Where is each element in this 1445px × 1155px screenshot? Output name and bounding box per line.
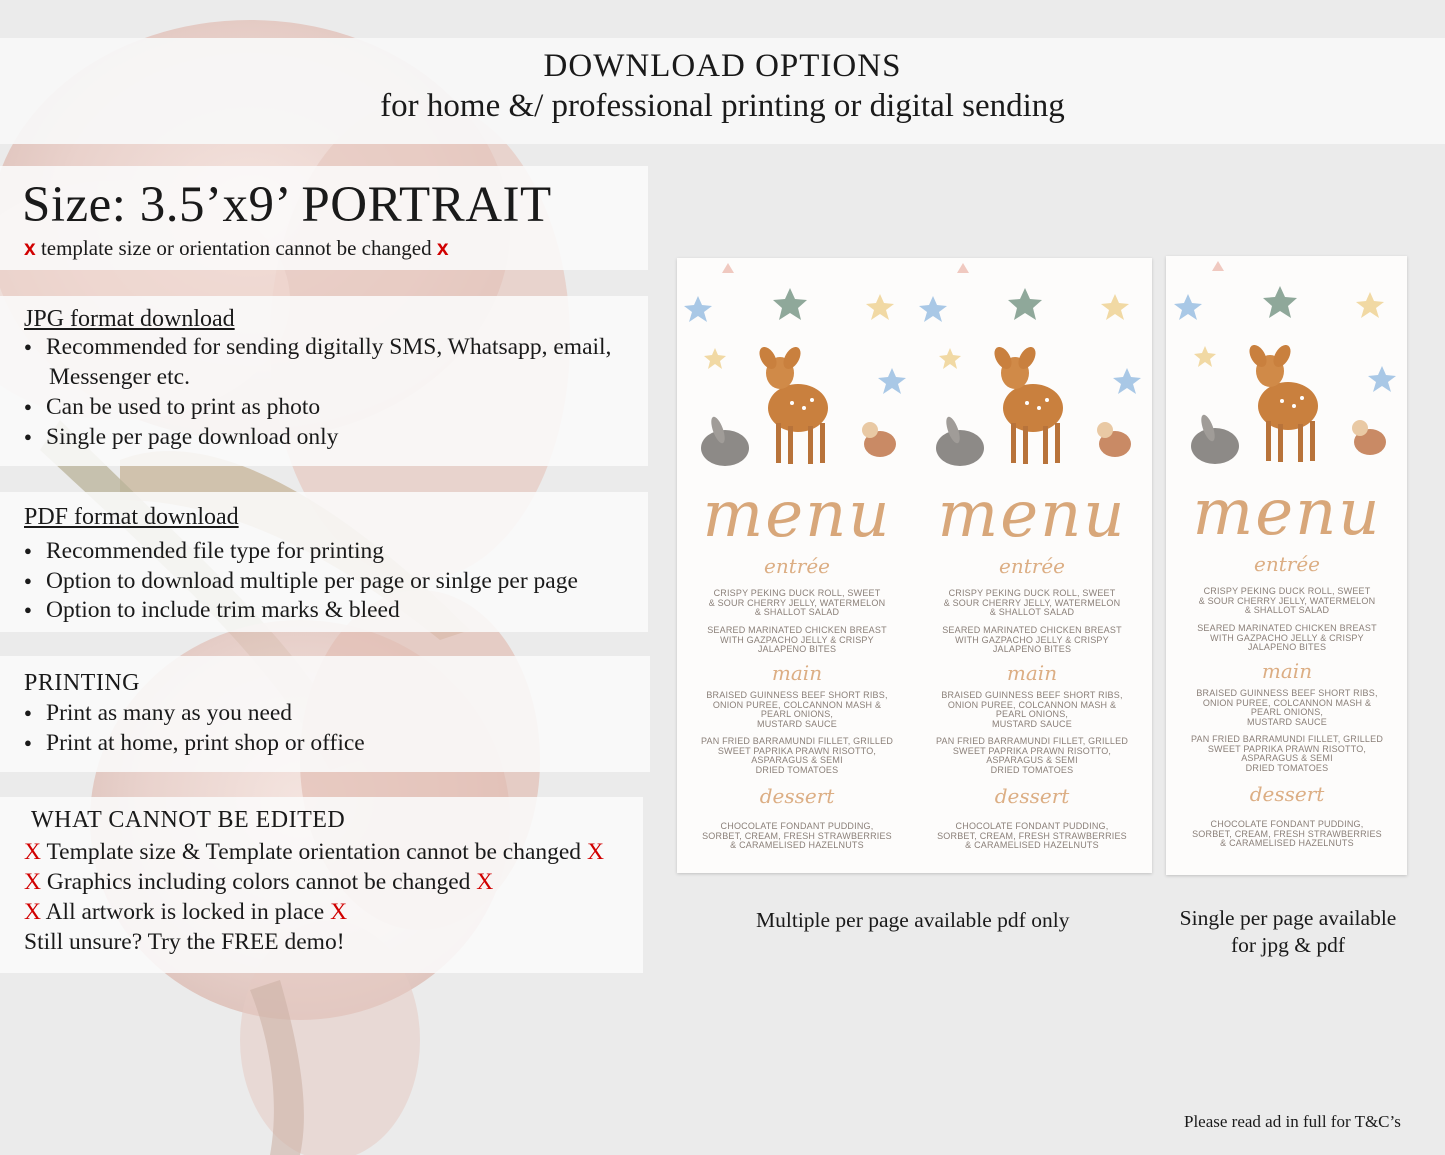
menu-card <box>915 258 1149 873</box>
bullet-icon: ● <box>24 543 32 558</box>
pdf-line <box>24 538 384 565</box>
printing-line <box>24 730 365 757</box>
edit-restrictions-panel <box>0 797 643 973</box>
jpg-line: Messenger etc. <box>49 364 190 390</box>
printing-panel-title: PRINTING <box>24 670 140 696</box>
edit-line <box>24 899 347 926</box>
bunting-icon <box>1212 261 1224 271</box>
star-icon <box>1356 292 1384 318</box>
star-icon <box>704 348 726 369</box>
star-icon <box>866 294 894 320</box>
dish-item: SEARED MARINATED CHICKEN BREAST WITH GAZPACHO JELLY & CRISPY JALAPENO BITES <box>1197 623 1377 652</box>
jpg-panel-title: JPG format download <box>24 306 235 332</box>
dessert-heading: dessert <box>759 784 835 808</box>
star-icon <box>1008 288 1042 320</box>
entree-heading: entrée <box>999 554 1065 578</box>
dish-item: SEARED MARINATED CHICKEN BREAST WITH GAZPACHO JELLY & CRISPY JALAPENO BITES <box>942 625 1122 654</box>
woodland-animals-illustration <box>915 258 1149 488</box>
edit-panel-title: WHAT CANNOT BE EDITED <box>31 807 346 833</box>
dish-item: BRAISED GUINNESS BEEF SHORT RIBS, ONION PUREE, COLCANNON MASH & PEARL ONIONS, MUSTARD SAUCE <box>1196 688 1378 727</box>
bullet-icon: ● <box>24 399 32 414</box>
jpg-line <box>24 394 320 421</box>
edit-line-text: Graphics including colors cannot be changed <box>46 869 471 895</box>
single-per-page-preview <box>1166 256 1407 875</box>
dish-item: PAN FRIED BARRAMUNDI FILLET, GRILLED SWEET PAPRIKA PRAWN RISOTTO, ASPARAGUS & SEMI DRIED TOMATOES <box>935 736 1129 775</box>
star-icon <box>1263 286 1297 318</box>
dessert-heading: dessert <box>994 784 1070 808</box>
star-icon <box>773 288 807 320</box>
star-icon <box>1101 294 1129 320</box>
bunny-icon <box>701 430 749 466</box>
bunting-icon <box>722 263 734 273</box>
bullet-icon: ● <box>24 602 32 617</box>
menu-script-title: menu <box>937 478 1127 552</box>
pdf-panel <box>0 492 648 632</box>
size-note-text: template size or orientation cannot be changed <box>35 236 437 260</box>
pdf-line-text: Recommended file type for printing <box>46 538 385 564</box>
bunny-icon <box>1191 428 1239 464</box>
woodland-animals-illustration <box>1170 256 1404 486</box>
single-per-page-caption <box>1166 905 1410 959</box>
bullet-icon: ● <box>24 429 32 444</box>
bunting-icon <box>957 263 969 273</box>
star-icon <box>1174 294 1202 320</box>
multi-per-page-preview <box>677 258 1152 873</box>
jpg-line-text: Can be used to print as photo <box>46 394 321 420</box>
dish-item: CRISPY PEKING DUCK ROLL, SWEET & SOUR CHERRY JELLY, WATERMELON & SHALLOT SALAD <box>943 588 1121 617</box>
pdf-line <box>24 597 400 624</box>
menu-script-title: menu <box>1192 476 1382 550</box>
edit-line <box>24 839 604 866</box>
jpg-line-text: Recommended for sending digitally SMS, Whatsapp, email, <box>46 334 612 360</box>
x-mark-icon: x <box>436 237 449 260</box>
pdf-line <box>24 568 578 595</box>
dish-item: CRISPY PEKING DUCK ROLL, SWEET & SOUR CHERRY JELLY, WATERMELON & SHALLOT SALAD <box>1198 586 1376 615</box>
x-mark-icon: x <box>24 237 36 260</box>
caption-line: for jpg & pdf <box>1230 933 1346 957</box>
dish-item: PAN FRIED BARRAMUNDI FILLET, GRILLED SWEET PAPRIKA PRAWN RISOTTO, ASPARAGUS & SEMI DRIED TOMATOES <box>700 736 894 775</box>
x-mark-icon: X <box>586 839 604 865</box>
main-heading: main <box>771 661 823 685</box>
page-title: DOWNLOAD OPTIONS <box>543 48 902 84</box>
demo-line: Still unsure? Try the FREE demo! <box>24 929 345 955</box>
pdf-line-text: Option to include trim marks & bleed <box>46 597 400 623</box>
x-mark-icon: X <box>330 899 348 925</box>
menu-card <box>1170 256 1404 871</box>
x-mark-icon: X <box>476 869 494 895</box>
printing-panel <box>0 656 650 772</box>
printing-line <box>24 700 292 727</box>
star-icon <box>919 296 947 322</box>
star-icon <box>1368 366 1396 392</box>
dish-item: PAN FRIED BARRAMUNDI FILLET, GRILLED SWEET PAPRIKA PRAWN RISOTTO, ASPARAGUS & SEMI DRIED TOMATOES <box>1190 734 1384 773</box>
star-icon <box>1113 368 1141 394</box>
edit-line-text: All artwork is locked in place <box>45 899 325 925</box>
multi-per-page-caption: Multiple per page available pdf only <box>756 908 1070 932</box>
dish-item: SEARED MARINATED CHICKEN BREAST WITH GAZPACHO JELLY & CRISPY JALAPENO BITES <box>707 625 887 654</box>
x-mark-icon: X <box>24 869 41 895</box>
jpg-panel <box>0 296 648 466</box>
printing-line-text: Print at home, print shop or office <box>46 730 365 756</box>
bullet-icon: ● <box>24 705 32 720</box>
star-icon <box>939 348 961 369</box>
header-banner <box>0 38 1445 144</box>
star-icon <box>684 296 712 322</box>
jpg-line <box>24 424 338 451</box>
size-title: Size: 3.5’x9’ PORTRAIT <box>22 177 552 233</box>
main-heading: main <box>1006 661 1058 685</box>
dish-item: CHOCOLATE FONDANT PUDDING, SORBET, CREAM, FRESH STRAWBERRIES & CARAMELISED HAZELNUTS <box>702 821 892 850</box>
bunny-icon <box>936 430 984 466</box>
caption-line: Single per page available <box>1179 906 1397 930</box>
bullet-icon: ● <box>24 339 32 354</box>
size-panel <box>0 166 648 270</box>
bullet-icon: ● <box>24 735 32 750</box>
x-mark-icon: X <box>24 899 41 925</box>
size-note <box>24 236 449 261</box>
menu-script-title: menu <box>702 478 892 552</box>
woodland-animals-illustration <box>680 258 914 488</box>
star-icon <box>1194 346 1216 367</box>
dish-item: CHOCOLATE FONDANT PUDDING, SORBET, CREAM, FRESH STRAWBERRIES & CARAMELISED HAZELNUTS <box>937 821 1127 850</box>
entree-heading: entrée <box>764 554 830 578</box>
edit-line <box>24 869 493 896</box>
bullet-icon: ● <box>24 573 32 588</box>
dessert-heading: dessert <box>1249 782 1325 806</box>
star-icon <box>878 368 906 394</box>
entree-heading: entrée <box>1254 552 1320 576</box>
jpg-line-text: Single per page download only <box>46 424 339 450</box>
pdf-line-text: Option to download multiple per page or sinlge per page <box>46 568 578 594</box>
menu-card <box>680 258 914 873</box>
pdf-panel-title: PDF format download <box>24 504 239 530</box>
jpg-line <box>24 334 611 361</box>
x-mark-icon: X <box>24 839 41 865</box>
main-heading: main <box>1261 659 1313 683</box>
edit-line-text: Template size & Template orientation cannot be changed <box>46 839 582 865</box>
dish-item: BRAISED GUINNESS BEEF SHORT RIBS, ONION PUREE, COLCANNON MASH & PEARL ONIONS, MUSTARD SAUCE <box>941 690 1123 729</box>
dish-item: CRISPY PEKING DUCK ROLL, SWEET & SOUR CHERRY JELLY, WATERMELON & SHALLOT SALAD <box>708 588 886 617</box>
dish-item: CHOCOLATE FONDANT PUDDING, SORBET, CREAM, FRESH STRAWBERRIES & CARAMELISED HAZELNUTS <box>1192 819 1382 848</box>
printing-line-text: Print as many as you need <box>46 700 293 726</box>
page-subtitle: for home &/ professional printing or digital sending <box>380 88 1065 124</box>
terms-footnote: Please read ad in full for T&C’s <box>1184 1112 1401 1131</box>
dish-item: BRAISED GUINNESS BEEF SHORT RIBS, ONION PUREE, COLCANNON MASH & PEARL ONIONS, MUSTARD SAUCE <box>706 690 888 729</box>
